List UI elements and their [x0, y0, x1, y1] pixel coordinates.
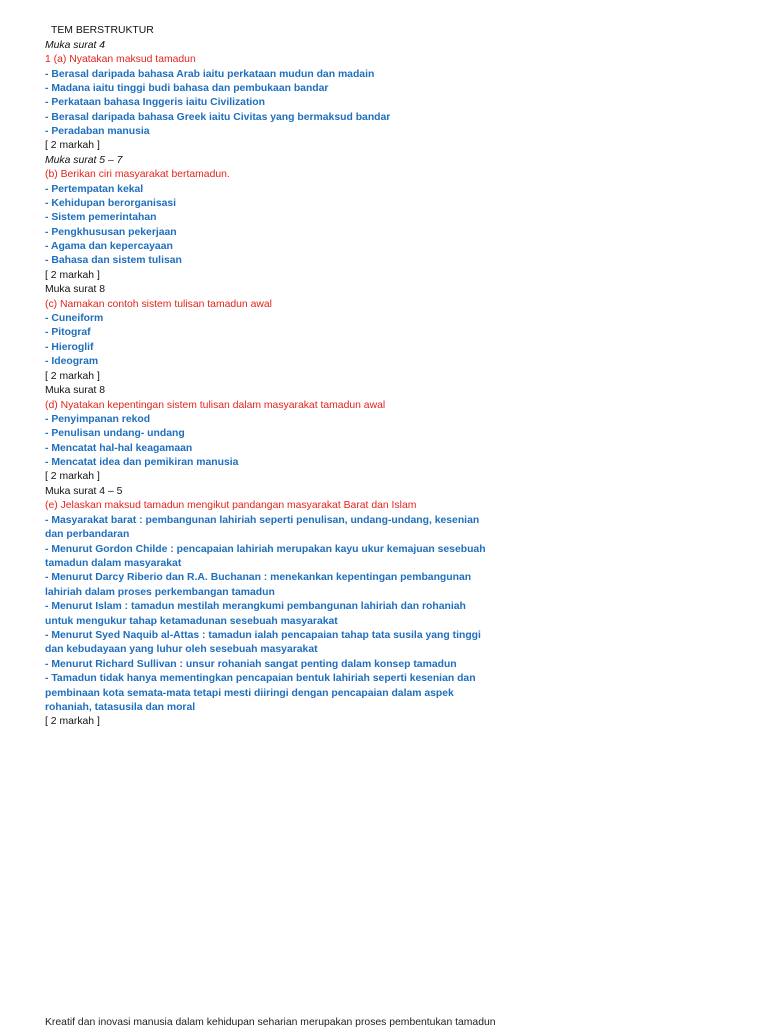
question-e: (e) Jelaskan maksud tamadun mengikut pandangan masyarakat Barat dan Islam	[45, 500, 417, 511]
answer-line: - Menurut Syed Naquib al-Attas : tamadun ialah pencapaian tahap tata susila yang tinggi	[45, 630, 481, 641]
page-ref: Muka surat 5 – 7	[45, 155, 123, 166]
answer-line: untuk mengukur tahap ketamadunan sesebuah masyarakat	[45, 616, 338, 627]
question-c: (c) Namakan contoh sistem tulisan tamadun awal	[45, 299, 272, 310]
answer-line: - Perkataan bahasa Inggeris iaitu Civilization	[45, 97, 265, 108]
answer-line: rohaniah, tatasusila dan moral	[45, 702, 196, 713]
page-ref: Muka surat 8	[45, 385, 106, 396]
page-ref: Muka surat 8	[45, 284, 106, 295]
answer-line: - Menurut Gordon Childe : pencapaian lahiriah merupakan kayu ukur kemajuan sesebuah	[45, 544, 486, 555]
answer-line: - Tamadun tidak hanya mementingkan pencapaian bentuk lahiriah seperti kesenian dan	[45, 673, 476, 684]
question-a: 1 (a) Nyatakan maksud tamadun	[45, 54, 196, 65]
answer-line: - Penyimpanan rekod	[45, 414, 151, 425]
answer-line: tamadun dalam masyarakat	[45, 558, 182, 569]
answer-line: - Agama dan kepercayaan	[45, 241, 173, 252]
answer-line: - Cuneiform	[45, 313, 104, 324]
marks-label: [ 2 markah ]	[45, 716, 100, 727]
question-b: (b) Berikan ciri masyarakat bertamadun.	[45, 169, 230, 180]
answer-line: - Pitograf	[45, 327, 91, 338]
answer-line: - Bahasa dan sistem tulisan	[45, 255, 182, 266]
answer-line: - Menurut Richard Sullivan : unsur rohaniah sangat penting dalam konsep tamadun	[45, 659, 457, 670]
answer-line: - Menurut Islam : tamadun mestilah merangkumi pembangunan lahiriah dan rohaniah	[45, 601, 466, 612]
answer-line: - Madana iaitu tinggi budi bahasa dan pembukaan bandar	[45, 83, 329, 94]
marks-label: [ 2 markah ]	[45, 471, 100, 482]
answer-line: pembinaan kota semata-mata tetapi mesti diiringi dengan pencapaian dalam aspek	[45, 688, 454, 699]
answer-line: - Sistem pemerintahan	[45, 212, 157, 223]
answer-line: - Berasal daripada bahasa Greek iaitu Civitas yang bermaksud bandar	[45, 112, 391, 123]
answer-line: - Pertempatan kekal	[45, 184, 144, 195]
answer-line: - Mencatat hal-hal keagamaan	[45, 443, 193, 454]
answer-line: - Peradaban manusia	[45, 126, 150, 137]
footer-cut-text: Kreatif dan inovasi manusia dalam kehidupan seharian merupakan proses pembentukan tamadun	[45, 1017, 496, 1028]
answer-line: - Menurut Darcy Riberio dan R.A. Buchanan : menekankan kepentingan pembangunan	[45, 572, 472, 583]
answer-line: - Kehidupan berorganisasi	[45, 198, 177, 209]
marks-label: [ 2 markah ]	[45, 371, 100, 382]
answer-line: - Ideogram	[45, 356, 99, 367]
answer-line: - Mencatat idea dan pemikiran manusia	[45, 457, 239, 468]
answer-line: - Hieroglif	[45, 342, 94, 353]
answer-line: - Masyarakat barat : pembangunan lahiriah seperti penulisan, undang-undang, kesenian	[45, 515, 480, 526]
answer-line: - Penulisan undang- undang	[45, 428, 185, 439]
marks-label: [ 2 markah ]	[45, 140, 100, 151]
page-ref: Muka surat 4 – 5	[45, 486, 123, 497]
marks-label: [ 2 markah ]	[45, 270, 100, 281]
page-ref: Muka surat 4	[45, 40, 106, 51]
answer-line: dan kebudayaan yang luhur oleh sesebuah masyarakat	[45, 644, 318, 655]
answer-line: - Pengkhususan pekerjaan	[45, 227, 177, 238]
answer-line: dan perbandaran	[45, 529, 130, 540]
question-d: (d) Nyatakan kepentingan sistem tulisan dalam masyarakat tamadun awal	[45, 400, 386, 411]
document-heading: TEM BERSTRUKTUR	[51, 25, 154, 36]
answer-line: - Berasal daripada bahasa Arab iaitu perkataan mudun dan madain	[45, 69, 375, 80]
answer-line: lahiriah dalam proses perkembangan tamadun	[45, 587, 275, 598]
